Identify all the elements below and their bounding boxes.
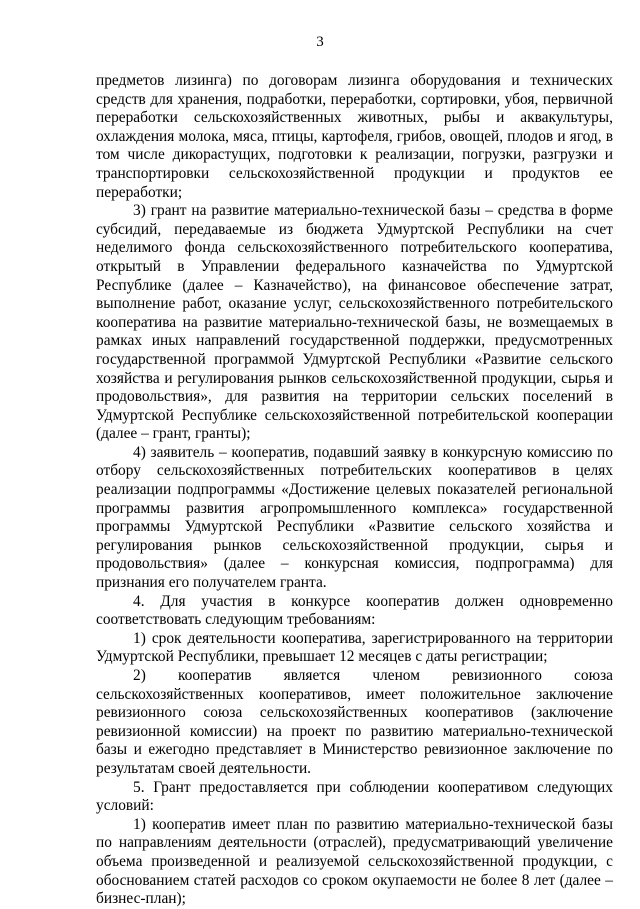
paragraph-requirement-1: 1) срок деятельности кооператива, зарегистрированного на территории Удмуртской Республики, превышает 12 месяцев с даты регистрации; [96,629,613,666]
paragraph-section-5: 5. Грант предоставляется при соблюдении кооперативом следующих условий: [96,778,613,815]
paragraph-definition-grant: 3) грант на развитие материально-технической базы – средства в форме субсидий, передаваемые из бюджета Удмуртской Республики на счет неделимого фонда сельскохозяйственного потребительского кооператива, открытый в Управлении федерального казначейства по Удмуртской Республике (далее – Казначейство), на финансовое обеспечение затрат, выполнение работ, оказание услуг, сельскохозяйственного потребительского кооператива на развитие материально-технической базы, не возмещаемых в рамках иных направлений государственной поддержки, предусмотренных государственной программой Удмуртской Республики «Развитие сельского хозяйства и регулирования рынков сельскохозяйственной продукции, сырья и продовольствия», для развития на территории сельских поселений в Удмуртской Республике сельскохозяйственной потребительской кооперации (далее – грант, гранты); [96,202,613,443]
paragraph-definition-applicant: 4) заявитель – кооператив, подавший заявку в конкурсную комиссию по отбору сельскохозяйственных потребительских кооперативов в целях реализации подпрограммы «Достижение целевых показателей региональной программы развития агропромышленного комплекса» государственной программы Удмуртской Республики «Развитие сельского хозяйства и регулирования рынков сельскохозяйственной продукции, сырья и продовольствия» (далее – конкурсная комиссия, подпрограмма) для признания его получателем гранта. [96,443,613,592]
page-number: 3 [316,34,324,50]
paragraph-section-4: 4. Для участия в конкурсе кооператив должен одновременно соответствовать следующим требованиям: [96,592,613,629]
paragraph-leasing-continuation: предметов лизинга) по договорам лизинга оборудования и технических средств для хранения, подработки, переработки, сортировки, убоя, первичной переработки сельскохозяйственных животных, рыбы и аквакультуры, охлаждения молока, мяса, птицы, картофеля, грибов, овощей, плодов и ягод, в том числе дикорастущих, подготовки к реализации, погрузки, разгрузки и транспортировки сельскохозяйственной продукции и продуктов ее переработки; [96,72,613,201]
document-body [96,72,613,909]
paragraph-requirement-2: 2) кооператив является членом ревизионного союза сельскохозяйственных кооперативов, имеет положительное заключение ревизионного союза сельскохозяйственных кооперативов (заключение ревизионной комиссии) на проект по развитию материально-технической базы и ежегодно представляет в Министерство ревизионное заключение по результатам своей деятельности. [96,667,613,777]
paragraph-condition-1: 1) кооператив имеет план по развитию материально-технической базы по направлениям деятельности (отраслей), предусматривающий увеличение объема произведенной и реализуемой сельскохозяйственной продукции, с обоснованием статей расходов со сроком окупаемости не более 8 лет (далее – бизнес-план); [96,815,613,908]
